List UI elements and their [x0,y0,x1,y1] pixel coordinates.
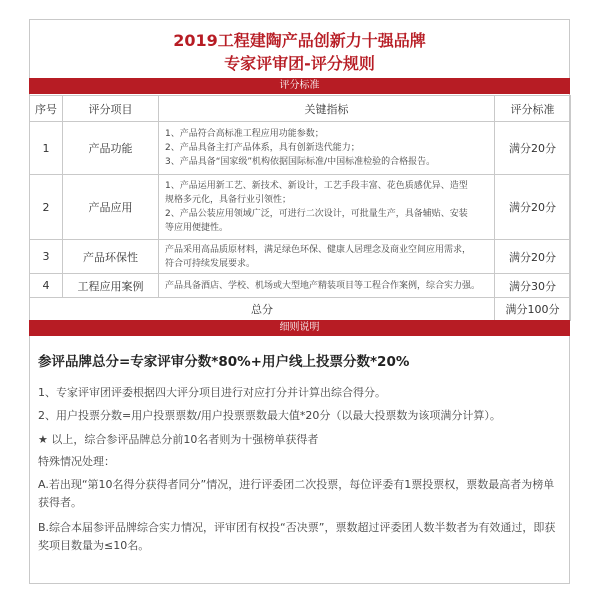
note-1: 1、专家评审团评委根据四大评分项目进行对应打分并计算出综合得分。 [38,386,386,399]
row-score: 满分30分 [495,274,571,298]
score-formula: 参评品牌总分=专家评审分数*80%+用户线上投票分数*20% [38,354,410,370]
indicator-line: 规格多元化，具备行业引领性； [165,195,292,205]
row-no: 1 [30,122,63,175]
row-no: 3 [30,240,63,274]
indicator-line: 1、产品运用新工艺、新技术、新设计，工艺手段丰富、花色质感优异、造型 [165,181,468,191]
row-item: 工程应用案例 [63,274,159,298]
section-bar-scoring: 评分标准 [29,78,570,94]
header-indicator: 关键指标 [159,96,495,122]
row-indicator [159,274,495,298]
header-score: 评分标准 [495,96,571,122]
page-subtitle: 专家评审团-评分规则 [224,54,375,73]
row-item: 产品应用 [63,175,159,240]
table-row [30,274,571,298]
row-indicator [159,122,495,175]
total-row [30,298,571,321]
table-row [30,175,571,240]
row-indicator [159,175,495,240]
indicator-line: 等应用便捷性。 [165,223,229,233]
scoring-table [29,95,571,321]
row-no: 2 [30,175,63,240]
table-row [30,240,571,274]
page-title: 2019工程建陶产品创新力十强品牌 [173,31,426,50]
row-item: 产品环保性 [63,240,159,274]
indicator-line: 2、产品公装应用领域广泛，可进行二次设计，可批量生产，具备辅贴、安装 [165,209,468,219]
note-b: B.综合本届参评品牌综合实力情况，评审团有权投“否决票”，票数超过评委团人数半数者为有效通过，即获奖项目数量为≤10名。 [38,521,556,552]
indicator-line: 符合可持续发展要求。 [165,258,256,269]
row-no: 4 [30,274,63,298]
note-special-heading: 特殊情况处理： [38,455,115,468]
indicator-line: 2、产品具备主打产品体系，具有创新迭代能力； [165,143,360,153]
total-label: 总分 [30,298,495,321]
note-a: A.若出现“第10名得分获得者同分”情况，进行评委团二次投票，每位评委有1票投票权，票数最高者为榜单获得者。 [38,478,555,509]
indicator-line: 产品采用高品质原材料，满足绿色环保、健康人居理念及商业空间应用需求， [165,244,472,255]
header-item: 评分项目 [63,96,159,122]
row-score: 满分20分 [495,175,571,240]
row-item: 产品功能 [63,122,159,175]
indicator-line: 1、产品符合高标准工程应用功能参数； [165,129,324,139]
table-row [30,122,571,175]
row-score: 满分20分 [495,122,571,175]
row-indicator [159,240,495,274]
row-score: 满分20分 [495,240,571,274]
indicator-line: 产品具备酒店、学校、机场或大型地产精装项目等工程合作案例，综合实力强。 [165,280,481,291]
note-2: 2、用户投票分数=用户投票票数/用户投票票数最大值*20分（以最大投票数为该项满分计算）。 [38,409,501,422]
note-star: ★ 以上，综合参评品牌总分前10名者则为十强榜单获得者 [38,433,319,446]
table-header-row [30,96,571,122]
section-bar-details: 细则说明 [29,320,570,336]
total-score: 满分100分 [495,298,571,321]
header-no: 序号 [30,96,63,122]
indicator-line: 3、产品具备“国家级”机构依据国际标准/中国标准检验的合格报告。 [165,157,436,167]
